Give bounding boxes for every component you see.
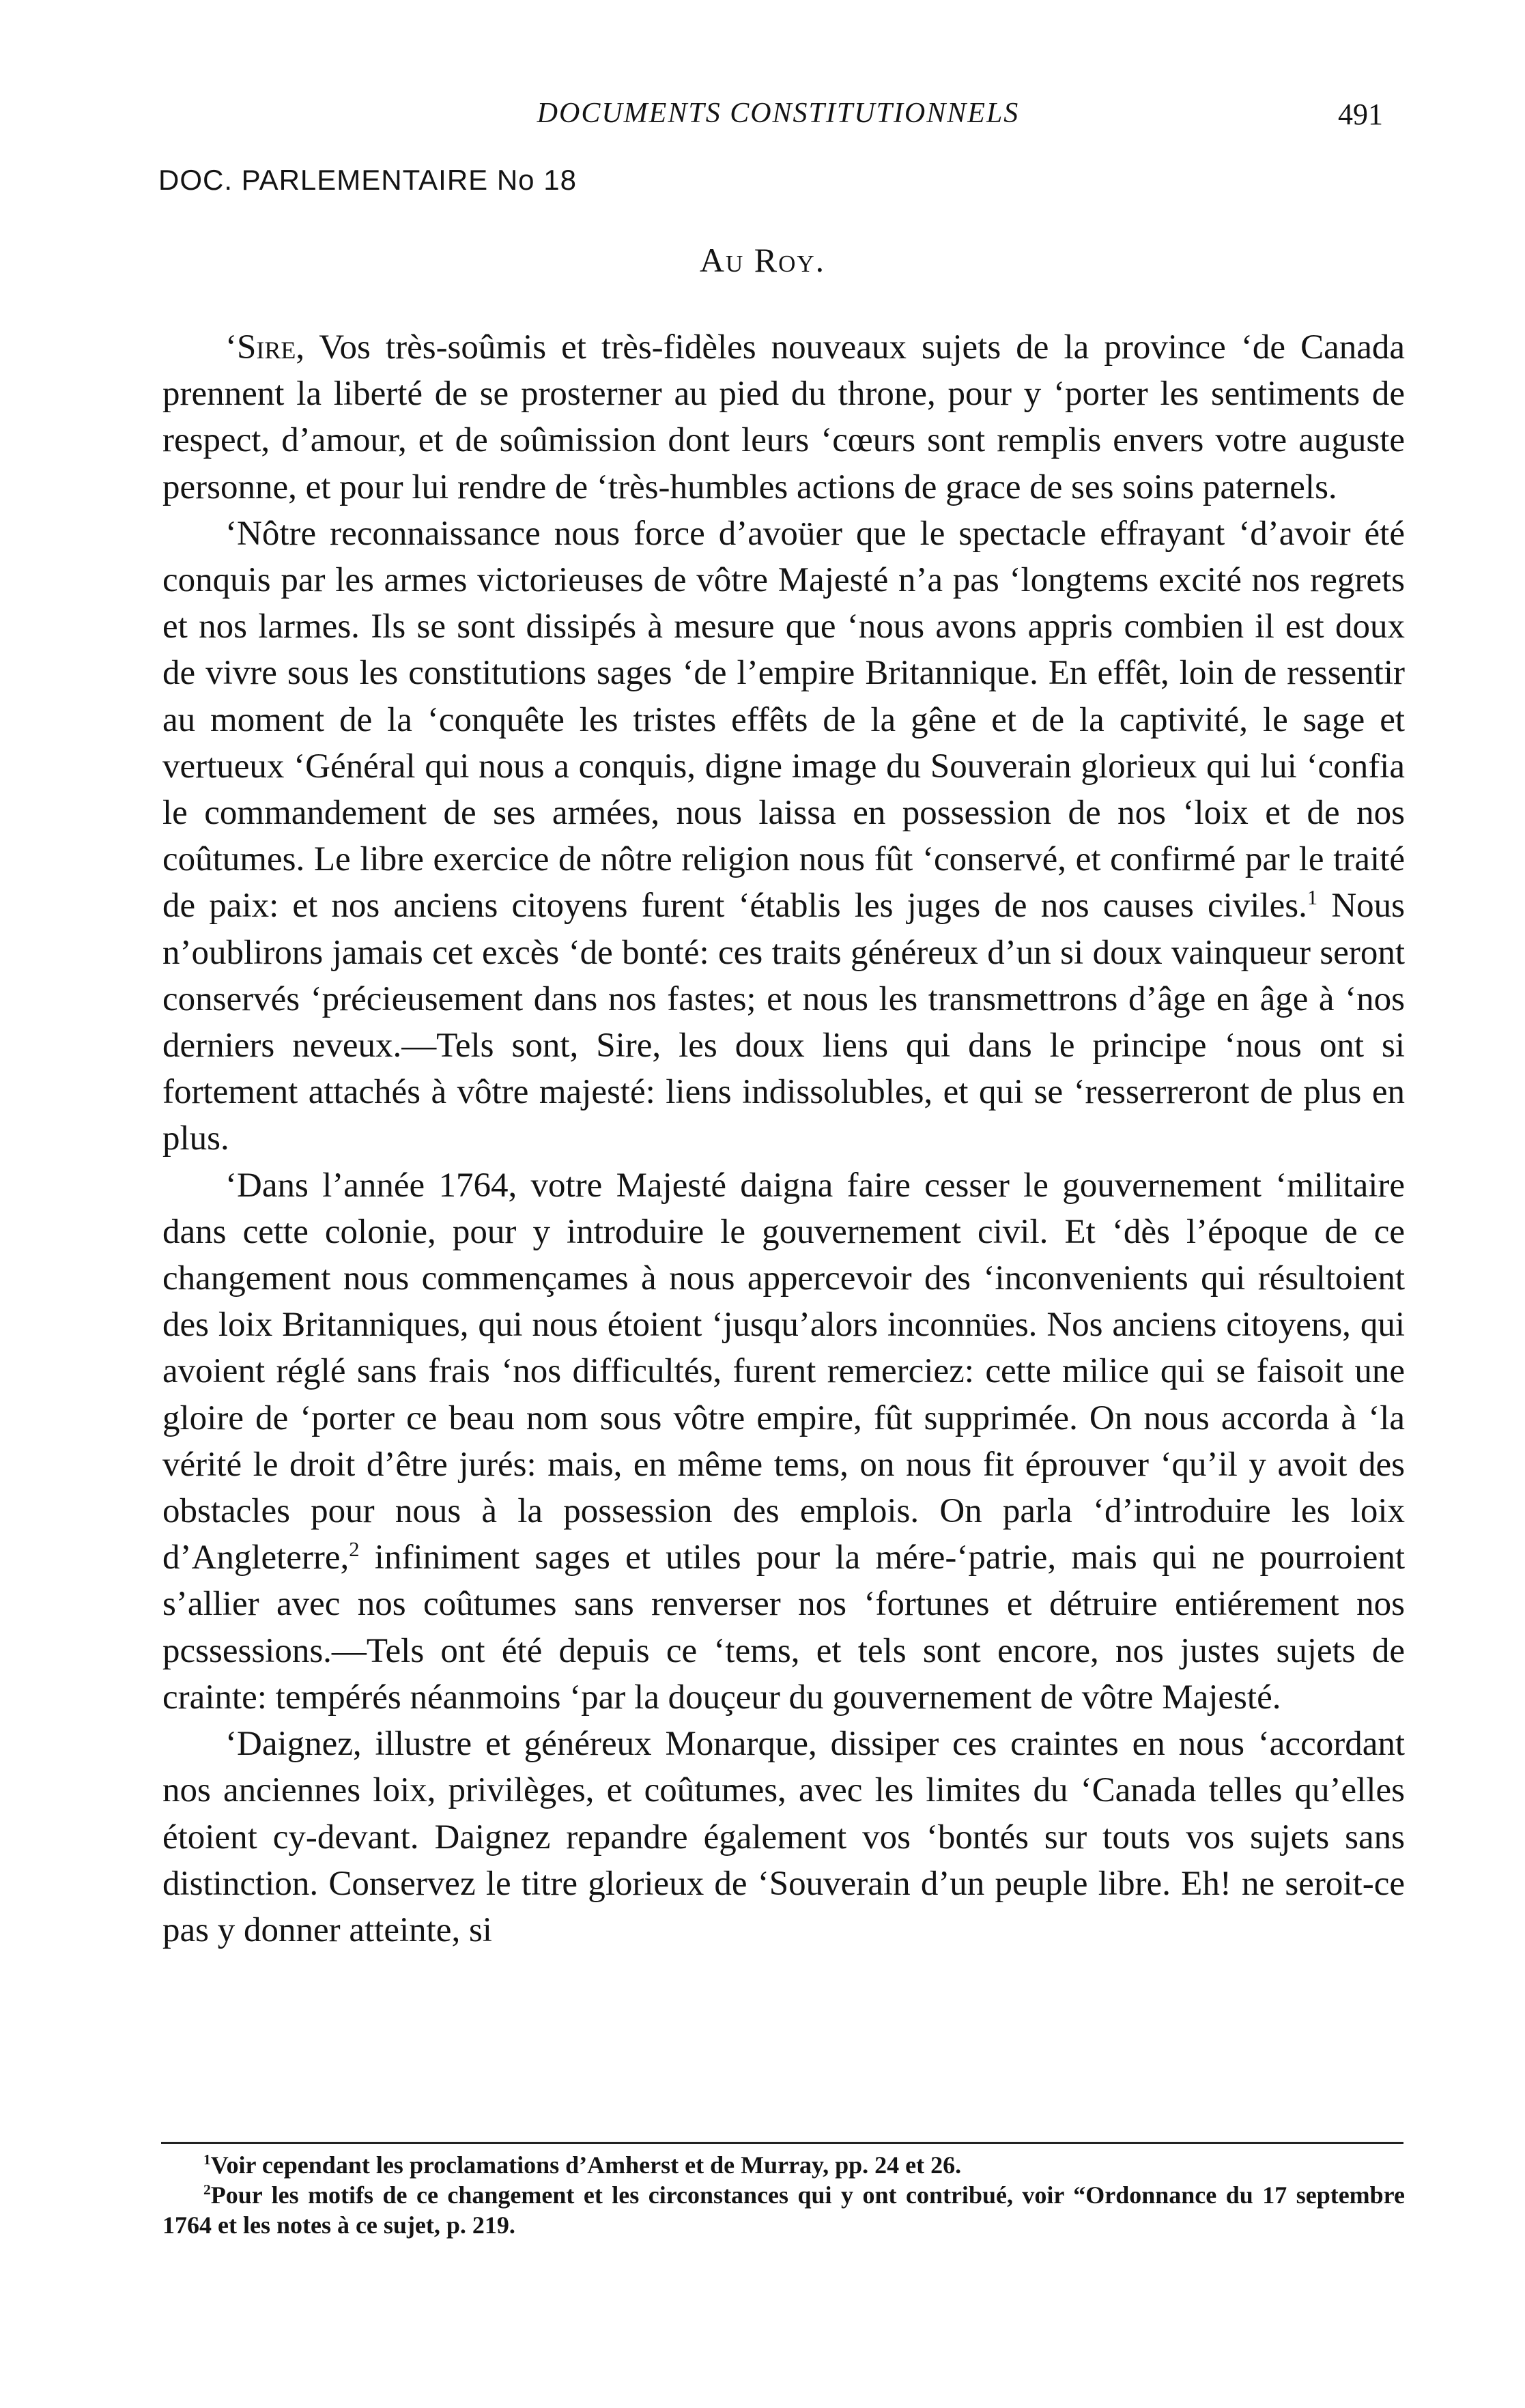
address-title: Au Roy.	[699, 241, 826, 279]
footnote-2	[162, 2180, 1405, 2240]
page-number: 491	[1338, 98, 1383, 131]
paragraph-1	[162, 324, 1405, 511]
footnote-1	[162, 2150, 1405, 2180]
paragraph-2	[162, 511, 1405, 1162]
footnotes	[162, 2150, 1405, 2240]
footnote-2-text: Pour les motifs de ce changement et les circonstances qui y ont contribué, voir “Ordonnance du 17 septembre 1764 et les notes à ce sujet, p. 219.	[162, 2181, 1405, 2239]
footnote-ref-1: 1	[1307, 886, 1318, 910]
footnote-2-marker: 2	[203, 2181, 211, 2198]
footnote-1-text: Voir cependant les proclamations d’Amherst et de Murray, pp. 24 et 26.	[210, 2151, 962, 2179]
running-head: DOCUMENTS CONSTITUTIONNELS	[537, 98, 1020, 129]
paragraph-2-text-b: Nous n’oublirons jamais cet excès ‘de bonté: ces traits généreux d’un si doux vainqueur seront conservés ‘précieusement dans nos fastes; et nous les transmettrons d’âge en âge à ‘nos derniers neveux.—Tels sont, Sire, les doux liens qui dans le principe ‘nous ont si fortement attachés à vôtre majesté: liens indissolubles, et qui se ‘resserreront de plus en plus.	[162, 887, 1405, 1158]
paragraph-3-text-a: ‘Dans l’année 1764, votre Majesté daigna faire cesser le gouvernement ‘militaire dans cette colonie, pour y introduire le gouvernement civil. Et ‘dès l’époque de ce changement nous commençames à nous appercevoir des ‘inconvenients qui résultoient des loix Britanniques, qui nous étoient ‘jusqu’alors inconnües. Nos anciens citoyens, qui avoient réglé sans frais ‘nos difficultés, furent remerciez: cette milice qui se faisoit une gloire de ‘porter ce beau nom sous vôtre empire, fût supprimée. On nous accorda à ‘la vérité le droit d’être jurés: mais, en même tems, on nous fit éprouver ‘qu’il y avoit des obstacles pour nous à la possession des emplois. On parla ‘d’introduire les loix d’Angleterre,	[162, 1166, 1405, 1577]
body-text	[162, 324, 1405, 1953]
paragraph-2-text-a: ‘Nôtre reconnaissance nous force d’avoüer que le spectacle effrayant ‘d’avoir été conquis par les armes victorieuses de vôtre Majesté n’a pas ‘longtems excité nos regrets et nos larmes. Ils se sont dissipés à mesure que ‘nous avons appris combien il est doux de vivre sous les constitutions sages ‘de l’empire Britannique. En effêt, loin de ressentir au moment de la ‘conquête les tristes effêts de la gêne et de la captivité, le sage et vertueux ‘Général qui nous a conquis, digne image du Souverain glorieux qui lui ‘confia le commandement de ses armées, nous laissa en possession de nos ‘loix et de nos coûtumes. Le libre exercice de nôtre religion nous fût ‘conservé, et confirmé par le traité de paix: et nos anciens citoyens furent ‘établis les juges de nos causes civiles.	[162, 514, 1405, 926]
salutation: ‘Sire,	[225, 328, 305, 367]
paragraph-4-text: ‘Daignez, illustre et généreux Monarque, dissiper ces craintes en nous ‘accordant nos anciennes loix, privilèges, et coûtumes, avec les limites du ‘Canada telles qu’elles étoient cy-devant. Daignez repandre également vos ‘bontés sur touts vos sujets sans distinction. Conservez le titre glorieux de ‘Souverain d’un peuple libre. Eh! ne seroit-ce pas y donner atteinte, si	[162, 1725, 1405, 1949]
paragraph-3	[162, 1162, 1405, 1721]
footnote-ref-2: 2	[349, 1538, 360, 1562]
document-label: DOC. PARLEMENTAIRE No 18	[158, 164, 577, 196]
footnote-1-marker: 1	[203, 2151, 211, 2168]
footnote-rule	[161, 2142, 1403, 2144]
paragraph-1-text: Vos très-soûmis et très-fidèles nouveaux sujets de la province ‘de Canada prennent la liberté de se prosterner au pied du throne, pour y ‘porter les sentiments de respect, d’amour, et de soûmission dont leurs ‘cœurs sont remplis envers votre auguste personne, et pour lui rendre de ‘très-humbles actions de grace de ses soins paternels.	[162, 328, 1405, 506]
paragraph-4	[162, 1721, 1405, 1953]
paragraph-3-text-b: infiniment sages et utiles pour la mére-‘patrie, mais qui ne pourroient s’allier avec nos coûtumes sans renverser nos ‘fortunes et détruire entiérement nos pcssessions.—Tels ont été depuis ce ‘tems, et tels sont encore, nos justes sujets de crainte: tempérés néanmoins ‘par la douçeur du gouvernement de vôtre Majesté.	[162, 1538, 1405, 1717]
